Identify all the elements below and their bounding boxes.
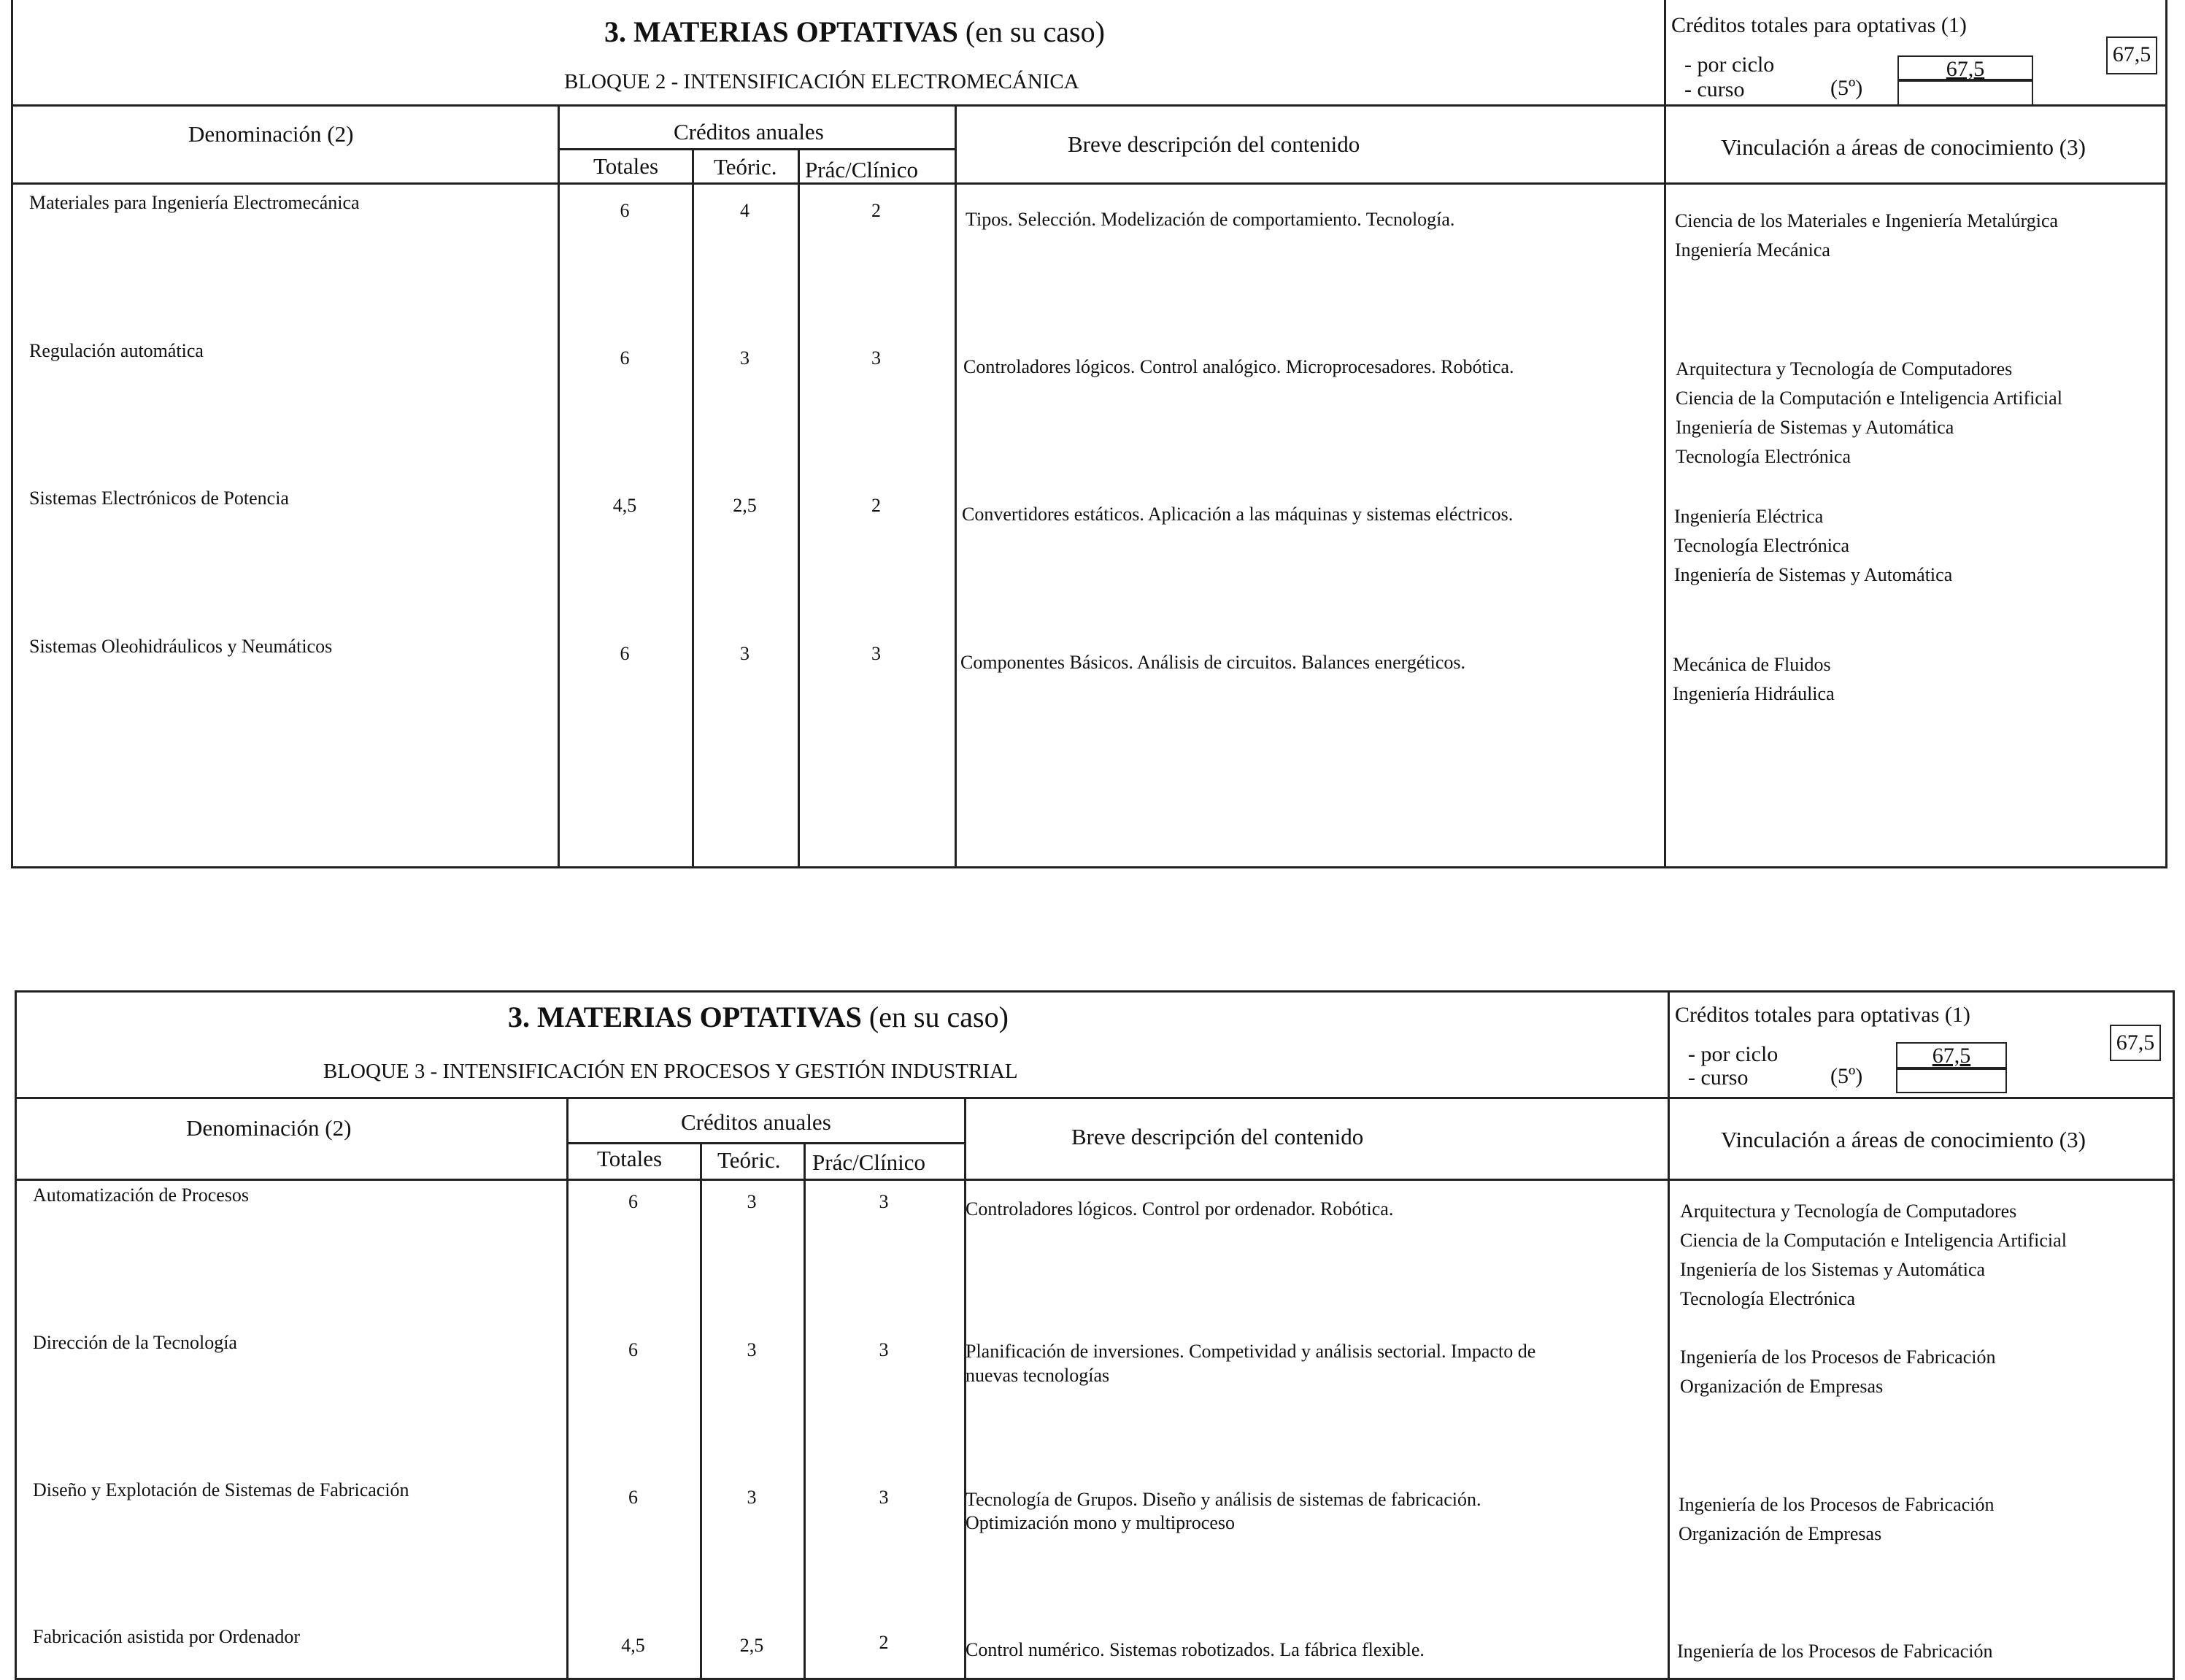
curso-note: (5º) (1830, 76, 1863, 100)
block-name: BLOQUE 3 - INTENSIFICACIÓN EN PROCESOS Y GESTIÓN INDUSTRIAL (323, 1060, 1018, 1083)
header-teoric: Teóric. (717, 1147, 781, 1173)
header-vinculacion: Vinculación a áreas de conocimiento (3) (1721, 1127, 2086, 1152)
optativas-table-block-3: 3. MATERIAS OPTATIVAS (en su caso) BLOQUE 3 - INTENSIFICACIÓN EN PROCESOS Y GESTIÓN INDUSTRIAL Créditos totales para optativas (1) - por ciclo - curso (5º) 67,5 67,5 Denominación (2) Créditos anuales Totales Teóric. Prác/Clínico Breve descripción del contenido Vinculación a áreas de conocimiento (3) Automatización de Procesos 6 3 3 Controladores lógicos. Control por ordenador. Robótica. Arquitectura y Tecnología de Computadores Ciencia de la Computación e Inteligencia Artificial Ingeniería de los Sistemas y Automática Tecnología Electrónica Dirección de la Tecnología 6 3 3 Planificación de inversiones. Competividad y análisis sectorial. Impacto de nuevas tecnologías Ingeniería de los Procesos de Fabricación Organización de Empresas Diseño y Explotación de Sistemas de Fabricación 6 3 3 Tecnología de Grupos. Diseño y análisis de sistemas de fabricación. Optimización mono y multiproceso Ingeniería de los Procesos de Fabricación Organización de Empresas Fabricación asistida por Ordenador 4,5 2,5 2 Control numérico. Sistemas robotizados. La fábrica flexible. Ingeniería de los Procesos de Fabricación (15, 990, 2175, 1680)
credits-title: Créditos totales para optativas (1) (1675, 1003, 1970, 1027)
curso-box (1896, 1068, 2007, 1093)
por-ciclo-box: 67,5 (1896, 1042, 2007, 1068)
header-creditos: Créditos anuales (681, 1109, 831, 1135)
header-denominacion: Denominación (2) (186, 1115, 352, 1141)
curso-label: - curso (1684, 77, 1745, 101)
header-totales: Totales (593, 153, 659, 179)
optativas-table-block-2: 3. MATERIAS OPTATIVAS (en su caso) BLOQUE 2 - INTENSIFICACIÓN ELECTROMECÁNICA Créditos totales para optativas (1) - por ciclo - curso (5º) 67,5 67,5 Denominación (2) Créditos anuales Totales Teóric. Prác/Clínico Breve descripción del contenido Vinculación a áreas de conocimiento (3) Materiales para Ingeniería Electromecánica 6 4 2 Tipos. Selección. Modelización de comportamiento. Tecnología. Ciencia de los Materiales e Ingeniería Metalúrgica Ingeniería Mecánica Regulación automática 6 3 3 Controladores lógicos. Control analógico. Microprocesadores. Robótica. Arquitectura y Tecnología de Computadores Ciencia de la Computación e Inteligencia Artificial Ingeniería de Sistemas y Automática Tecnología Electrónica Sistemas Electrónicos de Potencia 4,5 2,5 2 Convertidores estáticos. Aplicación a las máquinas y sistemas eléctricos. Ingeniería Eléctrica Tecnología Electrónica Ingeniería de Sistemas y Automática Sistemas Oleohidráulicos y Neumáticos 6 3 3 Componentes Básicos. Análisis de circuitos. Balances energéticos. Mecánica de Fluidos Ingeniería Hidráulica (11, 0, 2167, 868)
header-descripcion: Breve descripción del contenido (1068, 131, 1360, 157)
header-totales: Totales (597, 1146, 663, 1171)
header-prac: Prác/Clínico (805, 157, 918, 182)
total-credits-box: 67,5 (2106, 36, 2157, 74)
section-title: 3. MATERIAS OPTATIVAS (en su caso) (604, 15, 1105, 48)
block-name: BLOQUE 2 - INTENSIFICACIÓN ELECTROMECÁNICA (564, 70, 1079, 93)
por-ciclo-box: 67,5 (1897, 55, 2033, 80)
header-vinculacion: Vinculación a áreas de conocimiento (3) (1721, 134, 2086, 160)
por-ciclo-label: - por ciclo (1688, 1042, 1779, 1066)
credits-title: Créditos totales para optativas (1) (1671, 13, 1967, 37)
curso-box (1897, 80, 2033, 107)
header-descripcion: Breve descripción del contenido (1071, 1124, 1364, 1149)
header-denominacion: Denominación (2) (188, 121, 354, 147)
section-title: 3. MATERIAS OPTATIVAS (en su caso) (508, 1001, 1009, 1033)
curso-label: - curso (1688, 1066, 1749, 1090)
por-ciclo-label: - por ciclo (1684, 53, 1775, 77)
header-teoric: Teóric. (714, 154, 777, 180)
total-credits-box: 67,5 (2110, 1025, 2161, 1061)
curso-note: (5º) (1830, 1064, 1863, 1088)
header-creditos: Créditos anuales (674, 119, 824, 145)
header-prac: Prác/Clínico (812, 1149, 925, 1175)
